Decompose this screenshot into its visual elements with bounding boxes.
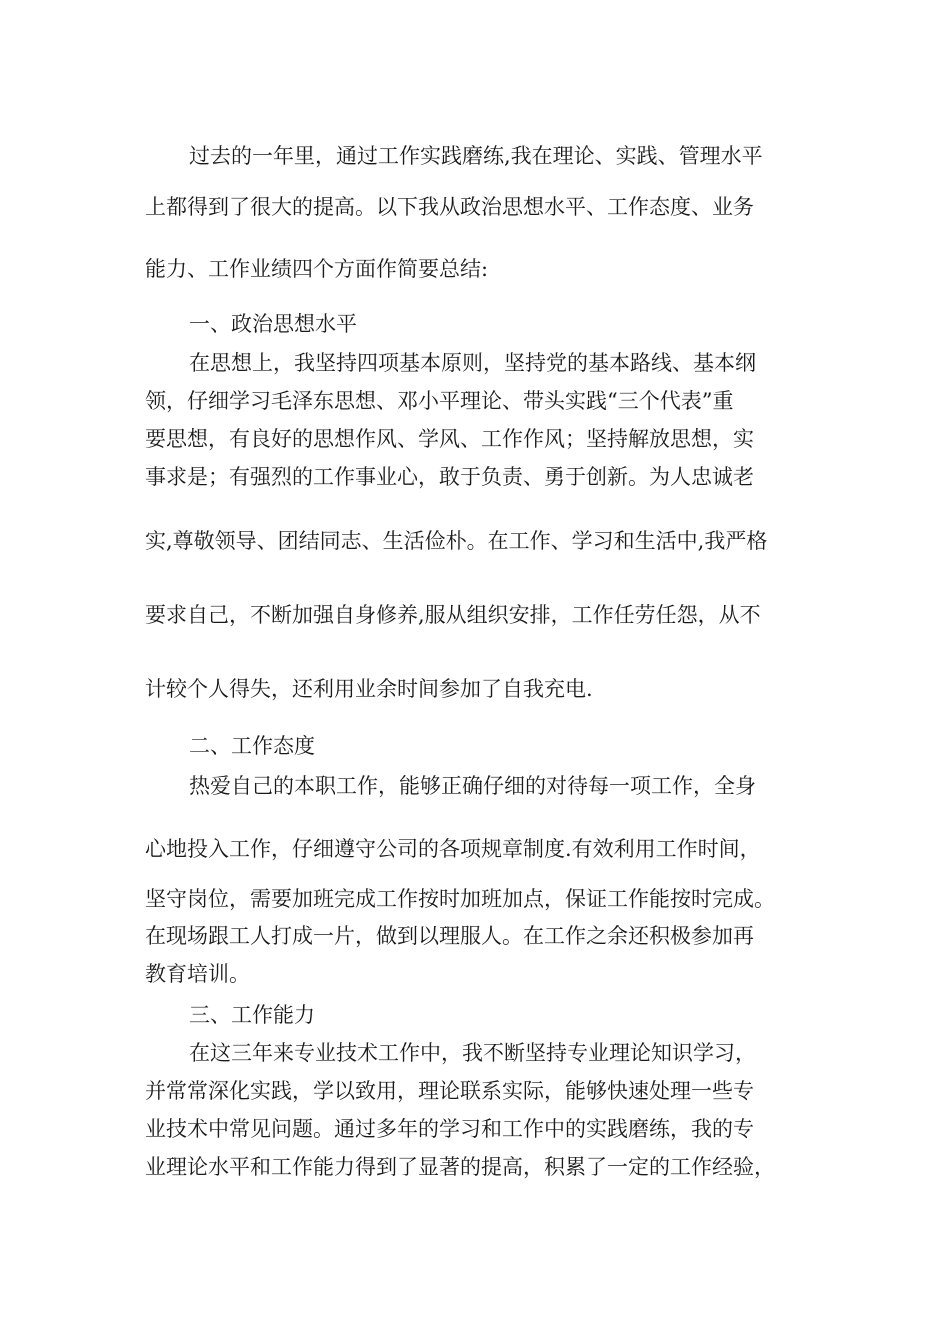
paragraph-line: 要求自己，不断加强自身修养,服从组织安排，工作任劳任怨，从不: [145, 603, 761, 627]
paragraph-line: 坚守岗位，需要加班完成工作按时加班加点，保证工作能按时完成。: [145, 887, 775, 911]
paragraph-line: 过去的一年里，通过工作实践磨练,我在理论、实践、管理水平: [189, 144, 763, 168]
paragraph-line: 上都得到了很大的提高。以下我从政治思想水平、工作态度、业务: [145, 195, 754, 219]
paragraph-line: 业理论水平和工作能力得到了显著的提高，积累了一定的工作经验，: [145, 1155, 775, 1179]
paragraph-line: 在思想上，我坚持四项基本原则，坚持党的基本路线、基本纲: [189, 351, 756, 375]
paragraph-line: 要思想，有良好的思想作风、学风、工作作风；坚持解放思想，实: [145, 427, 754, 451]
paragraph-line: 事求是；有强烈的工作事业心，敢于负责、勇于创新。为人忠诚老: [145, 465, 754, 489]
paragraph-line: 热爱自己的本职工作，能够正确仔细的对待每一项工作，全身: [189, 774, 756, 798]
paragraph-line: 实,尊敬领导、团结同志、生活俭朴。在工作、学习和生活中,我严格: [145, 529, 768, 553]
section-heading: 一、政治思想水平: [189, 312, 357, 336]
paragraph-line: 在现场跟工人打成一片，做到以理服人。在工作之余还积极参加再: [145, 924, 754, 948]
paragraph-line: 并常常深化实践，学以致用，理论联系实际，能够快速处理一些专: [145, 1079, 754, 1103]
section-heading: 二、工作态度: [189, 734, 315, 758]
paragraph-line: 领，仔细学习毛泽东思想、邓小平理论、带头实践“三个代表”重: [145, 389, 734, 413]
paragraph-line: 心地投入工作，仔细遵守公司的各项规章制度.有效利用工作时间，: [145, 837, 761, 861]
paragraph-line: 业技术中常见问题。通过多年的学习和工作中的实践磨练，我的专: [145, 1117, 754, 1141]
paragraph-line: 教育培训。: [145, 962, 250, 986]
paragraph-line: 能力、工作业绩四个方面作简要总结:: [145, 257, 489, 281]
paragraph-line: 在这三年来专业技术工作中，我不断坚持专业理论知识学习，: [189, 1041, 756, 1065]
section-heading: 三、工作能力: [189, 1003, 315, 1027]
paragraph-line: 计较个人得失，还利用业余时间参加了自我充电.: [145, 677, 593, 701]
